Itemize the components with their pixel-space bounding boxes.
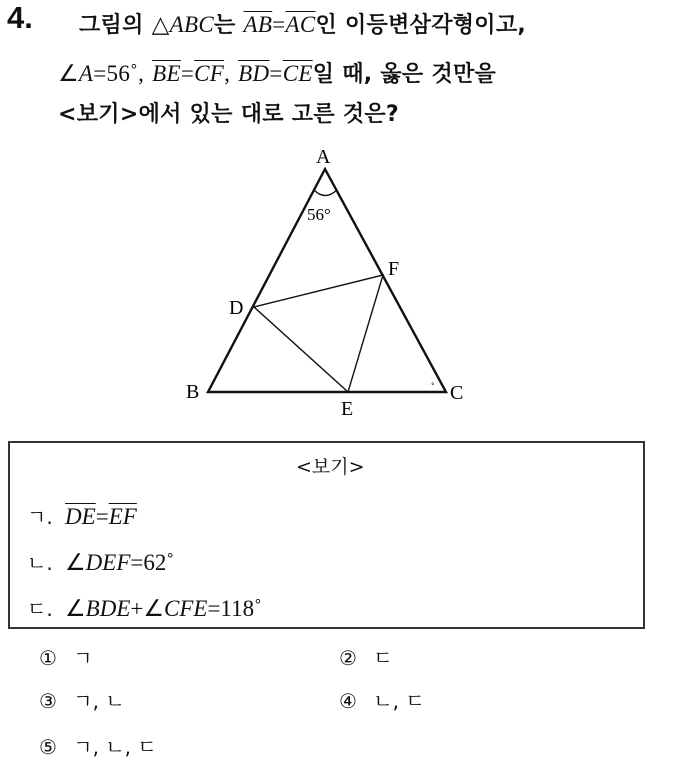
angle-arc-a: [314, 190, 337, 196]
line1-prefix: 그림의: [79, 13, 144, 38]
angle-symbol: ∠: [58, 61, 79, 86]
choice-text: ㄷ: [373, 646, 393, 670]
equals-sign: =: [180, 61, 195, 86]
item-marker: ㄴ.: [27, 551, 53, 575]
question-number: 4.: [7, 0, 33, 35]
item-marker: ㄱ.: [27, 505, 53, 529]
choice-mark: ②: [339, 646, 357, 670]
comma: ,: [224, 61, 231, 86]
triangle-abc: [208, 169, 446, 392]
segment-ac: $\overline{AC}$: [285, 12, 316, 37]
vertex-e-label: E: [341, 398, 354, 420]
angle-symbol: ∠: [65, 550, 86, 575]
angle-def-value: =62˚: [130, 550, 175, 575]
equals-sign: =: [272, 12, 286, 37]
vertex-b-label: B: [186, 381, 200, 403]
choice-text: ㄱ: [73, 646, 93, 670]
segment-ce: $\overline{CE}$: [282, 61, 313, 86]
angle-cfe: CFE: [164, 596, 208, 621]
angle-a-label: 56°: [307, 205, 331, 224]
angle-bde: BDE: [85, 596, 131, 621]
item-marker: ㄷ.: [27, 597, 53, 621]
bogi-item-3: [27, 593, 262, 622]
segment-ef: $\overline{EF}$: [108, 504, 137, 529]
particle-neun: 는: [213, 13, 236, 38]
segment-ab: $\overline{AB}$: [243, 12, 273, 37]
equals-sign: =: [269, 61, 283, 86]
question-line-3: <보기>에서 있는 대로 고른 것은?: [58, 102, 399, 127]
angle-sum-value: =118˚: [207, 596, 262, 621]
triangle-def: [254, 275, 383, 392]
triangle-name: ABC: [169, 12, 214, 37]
vertex-a-label: A: [316, 146, 331, 168]
angle-a: A: [78, 61, 94, 86]
choice-text: ㄱ, ㄴ: [73, 689, 125, 713]
choice-mark: ①: [39, 646, 57, 670]
choice-3[interactable]: [39, 685, 125, 714]
plus-sign: +: [130, 596, 144, 621]
bogi-item-2: [27, 547, 174, 576]
bogi-title: <보기>: [296, 456, 365, 478]
segment-cf: $\overline{CF}$: [194, 61, 225, 86]
triangle-outline: [208, 169, 446, 392]
choice-mark: ⑤: [39, 735, 57, 759]
choice-1[interactable]: [39, 642, 93, 671]
segment-be: $\overline{BE}$: [152, 61, 181, 86]
choice-mark: ④: [339, 689, 357, 713]
vertex-d-label: D: [229, 297, 244, 319]
choice-4[interactable]: [339, 685, 425, 714]
angle-value: =56˚,: [93, 61, 145, 86]
choice-text: ㄱ, ㄴ, ㄷ: [73, 735, 157, 759]
corner-mark: °: [431, 382, 435, 390]
vertex-c-label: C: [450, 382, 464, 404]
line1-suffix: 인 이등변삼각형이고,: [315, 13, 527, 38]
bogi-item-1: [27, 501, 137, 530]
choice-text: ㄴ, ㄷ: [373, 689, 425, 713]
equals-sign: =: [95, 504, 109, 529]
segment-de: $\overline{DE}$: [65, 504, 96, 529]
line2-suffix: 일 때, 옳은 것만을: [312, 62, 497, 87]
triangle-symbol: △: [151, 12, 170, 37]
angle-symbol: ∠: [65, 596, 86, 621]
choice-2[interactable]: [339, 642, 393, 671]
choice-mark: ③: [39, 689, 57, 713]
segment-bd: $\overline{BD}$: [238, 61, 270, 86]
angle-symbol: ∠: [143, 596, 164, 621]
angle-def: DEF: [85, 550, 131, 575]
vertex-f-label: F: [388, 258, 400, 280]
choice-5[interactable]: [39, 731, 157, 760]
